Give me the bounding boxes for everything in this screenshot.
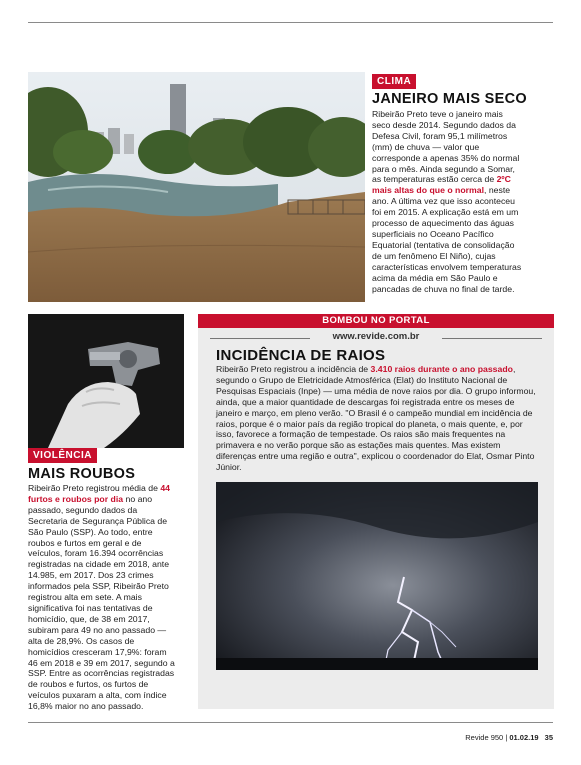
clima-body: [372, 109, 522, 294]
portal-text: Ribeirão Preto registrou a incidência de: [216, 364, 371, 374]
violencia-text: Ribeirão Preto registrou média de: [28, 483, 161, 493]
portal-url-text[interactable]: www.revide.com.br: [329, 331, 424, 342]
violencia-title: MAIS ROUBOS: [28, 466, 136, 482]
portal-title: INCIDÊNCIA DE RAIOS: [216, 347, 386, 364]
portal-body: [216, 364, 538, 473]
park-lake-photo: [28, 72, 365, 302]
clima-text-cont: , neste ano. A última vez que isso aconteceu foi em 2015. A explicação está em um processo de aquecimento das águas superficiais no Oceano Pacífico Equatorial (tentativa de consolidação de um fenômeno El Niño), cujas características envolvem temperaturas acima da média em São Paulo e pancadas de chuva no final de tarde.: [372, 185, 522, 294]
clima-highlight: 2ºC mais altas do que o normal: [372, 174, 511, 196]
revolver-photo: [28, 314, 184, 448]
page-number: 35: [544, 733, 553, 742]
violencia-highlight: 44 furtos e roubos por dia: [28, 483, 170, 504]
footer-separator: |: [505, 733, 508, 742]
portal-header: BOMBOU NO PORTAL: [198, 314, 554, 328]
footer-date: 01.02.19: [509, 733, 539, 742]
bottom-rule: [28, 722, 553, 723]
clima-title: JANEIRO MAIS SECO: [372, 91, 527, 107]
top-rule: [28, 22, 553, 23]
violencia-text-cont: no ano passado, segundo dados da Secretaria de Segurança Pública de São Paulo (SSP). Ao todo, entre roubos e furtos em geral e de veículos, foram 16.394 ocorrências registradas na cidade em 2018, ante 14.985, em 2017. Dos 23 crimes informados pela SSP, Ribeirão Preto registrou alta em sete. A mais significativa foi nas tentativas de homicídio, que, de 38 em 2017, subiram para 49 no ano passado — alta de 28,9%. Os casos de homicídios cresceram 17,9%: foram 46 em 2018 e 39 em 2017, segundo a SSP. Entre as ocorrências registradas de roubos e furtos, os furtos de veículos puxaram a alta, com índice 16,8% maior no ano passado.: [28, 493, 175, 712]
clima-tag: CLIMA: [372, 74, 416, 89]
url-line-right: [442, 338, 542, 339]
portal-url[interactable]: [198, 331, 554, 343]
footer-magazine: Revide 950: [465, 733, 504, 742]
portal-text-cont: , segundo o Grupo de Eletricidade Atmosférica (Elat) do Instituto Nacional de Pesquisas Espaciais (Inpe) — uma média de nove raios por dia. O grupo informou, ainda, que a maior quantidade de descargas foi registrada entre os meses de janeiro e março, em pleno verão. "O Brasil é o campeão mundial em incidência de raios, porque é o maior país da região tropical do planeta, o mais quente, e, por isso, favorece a formação de tempestade. Os raios são mais frequentes na primavera e no verão porque são as estações mais quentes. Mas existem diferenças entre uma região e outra", explicou o coordenador do Elat, Osmar Pinto Júnior.: [216, 364, 536, 473]
lightning-storm-photo: [216, 482, 538, 670]
violencia-tag: VIOLÊNCIA: [28, 448, 97, 463]
portal-box: [198, 314, 554, 709]
portal-highlight: 3.410 raios durante o ano passado: [370, 364, 513, 374]
violencia-body: [28, 483, 176, 712]
clima-text: Ribeirão Preto teve o janeiro mais seco desde 2014. Segundo dados da Defesa Civil, foram 95,1 milímetros (mm) de chuva — valor que corresponde a apenas 35% do normal para o mês. Ainda segundo a Somar, as temperaturas estão cerca de: [372, 109, 520, 185]
page-footer: [465, 733, 553, 742]
